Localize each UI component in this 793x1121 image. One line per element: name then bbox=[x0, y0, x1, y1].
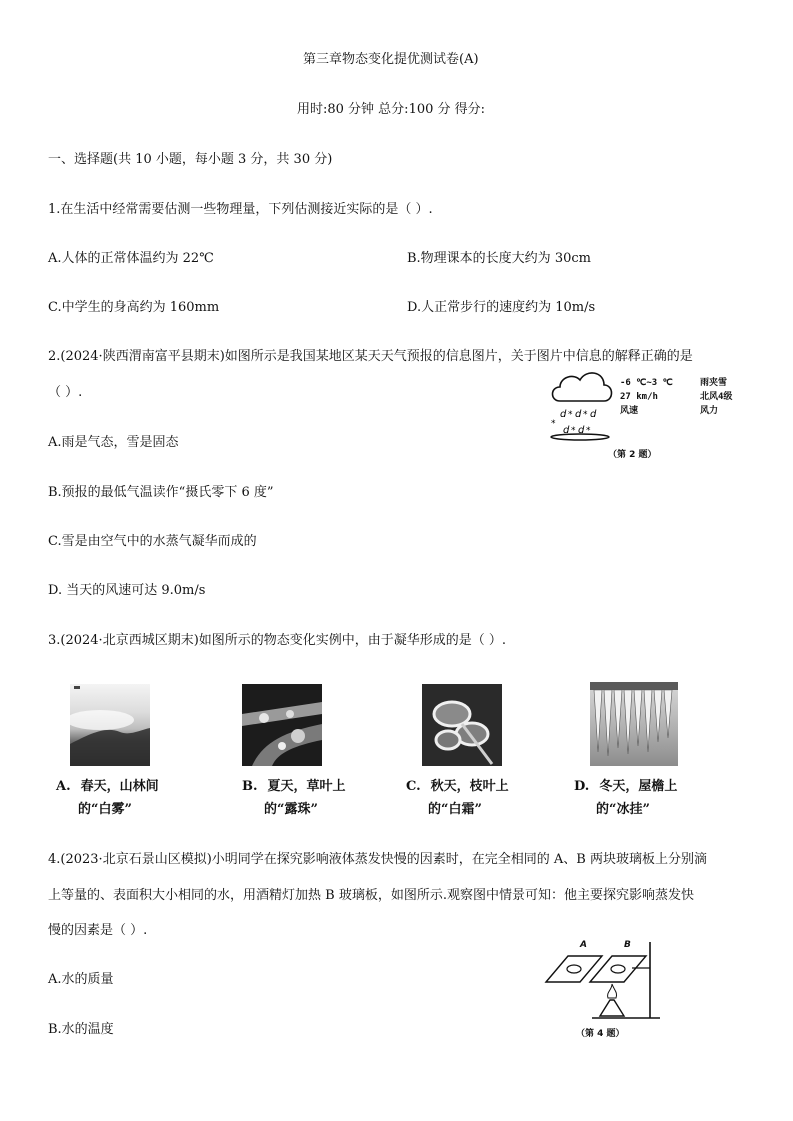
dew-photo bbox=[242, 684, 322, 766]
frost-photo bbox=[422, 684, 502, 766]
q3-caption-a-letter: A. bbox=[56, 779, 71, 794]
question-4-stem-cont: 上等量的、表面积大小相同的水，用酒精灯加热 B 玻璃板，如图所示.观察图中情景可知：他主要探究影响蒸发快 bbox=[48, 888, 694, 903]
glass-plates-diagram bbox=[540, 940, 670, 1022]
q1-option-c: C.中学生的身高约为 160mm bbox=[48, 300, 220, 315]
svg-text:d: d bbox=[560, 409, 567, 420]
question-4-stem-end: 慢的因素是（ ）. bbox=[48, 923, 148, 938]
q1-option-b: B.物理课本的长度大约为 30cm bbox=[407, 251, 591, 266]
question-2-stem: 2.(2024·陕西渭南富平县期末)如图所示是我国某地区某天天气预报的信息图片，关于图片中信息的解释正确的是 bbox=[48, 349, 693, 364]
svg-text:*: * bbox=[583, 410, 588, 420]
icicles-photo bbox=[590, 682, 678, 766]
mist-photo bbox=[70, 684, 150, 766]
q4-option-b: B.水的温度 bbox=[48, 1022, 114, 1037]
svg-text:*: * bbox=[551, 419, 556, 429]
svg-text:d: d bbox=[590, 409, 597, 420]
question-4-stem: 4.(2023·北京石景山区模拟)小明同学在探究影响液体蒸发快慢的因素时，在完全相同的 A、B 两块玻璃板上分别滴 bbox=[48, 852, 707, 867]
q3-caption-d-letter: D. bbox=[574, 779, 590, 794]
q3-caption-b bbox=[242, 775, 346, 821]
q3-caption-d-line2: 的“冰挂” bbox=[596, 802, 650, 817]
q3-caption-a-line2: 的“白雾” bbox=[78, 802, 132, 817]
q3-caption-b-line2: 的“露珠” bbox=[264, 802, 318, 817]
question-2-stem-cont: （ ）. bbox=[48, 385, 83, 400]
plate-a-label: A bbox=[580, 940, 587, 950]
svg-text:d: d bbox=[563, 425, 570, 436]
q3-caption-c-letter: C. bbox=[406, 779, 421, 794]
figure-2-caption: （第 2 题） bbox=[608, 450, 657, 460]
svg-text:*: * bbox=[568, 410, 573, 420]
question-1-stem: 1.在生活中经常需要估测一些物理量，下列估测接近实际的是（ ）. bbox=[48, 202, 433, 217]
q2-option-b: B.预报的最低气温读作“摄氏零下 6 度” bbox=[48, 485, 274, 500]
svg-text:d: d bbox=[578, 425, 585, 436]
q2-option-a: A.雨是气态，雪是固态 bbox=[48, 435, 179, 450]
q3-caption-b-line1: 夏天，草叶上 bbox=[267, 779, 346, 794]
section-heading: 一、选择题(共 10 小题，每小题 3 分，共 30 分) bbox=[48, 152, 333, 167]
q2-option-c: C.雪是由空气中的水蒸气凝华而成的 bbox=[48, 534, 257, 549]
svg-text:*: * bbox=[586, 426, 591, 436]
q3-caption-c-line1: 秋天，枝叶上 bbox=[430, 779, 509, 794]
q3-caption-b-letter: B. bbox=[242, 779, 258, 794]
q3-caption-c-line2: 的“白霜” bbox=[428, 802, 482, 817]
cloud-snow-icon bbox=[548, 367, 618, 447]
forecast-weather: 雨夹雪 bbox=[700, 378, 728, 388]
evaporation-experiment-figure bbox=[540, 940, 670, 1040]
q4-option-a: A.水的质量 bbox=[48, 972, 114, 987]
svg-text:d: d bbox=[575, 409, 582, 420]
svg-text:*: * bbox=[571, 426, 576, 436]
exam-meta: 用时:80 分钟 总分:100 分 得分: bbox=[297, 102, 486, 117]
q3-caption-a-line1: 春天，山林间 bbox=[80, 779, 159, 794]
q3-caption-c bbox=[406, 775, 509, 821]
plate-b-label: B bbox=[624, 940, 631, 950]
weather-forecast-figure bbox=[548, 367, 758, 467]
figure-4-caption: （第 4 题） bbox=[576, 1029, 625, 1039]
q3-caption-d-line1: 冬天，屋檐上 bbox=[599, 779, 678, 794]
q1-option-a: A.人体的正常体温约为 22℃ bbox=[48, 251, 214, 266]
forecast-speed-label: 风速 bbox=[620, 406, 639, 416]
q3-caption-d bbox=[574, 775, 677, 821]
forecast-wind-level: 北风4级 bbox=[700, 392, 733, 402]
forecast-wind-label: 风力 bbox=[700, 406, 719, 416]
q2-option-d: D. 当天的风速可达 9.0m/s bbox=[48, 583, 206, 598]
q1-option-d: D.人正常步行的速度约为 10m/s bbox=[407, 300, 596, 315]
forecast-temperature: -6 ℃~3 ℃ bbox=[620, 378, 673, 388]
page-title: 第三章物态变化提优测试卷(A) bbox=[303, 52, 479, 67]
q3-caption-a bbox=[56, 775, 159, 821]
forecast-wind-speed: 27 km/h bbox=[620, 392, 658, 402]
question-3-stem: 3.(2024·北京西城区期末)如图所示的物态变化实例中，由于凝华形成的是（ ）. bbox=[48, 633, 507, 648]
